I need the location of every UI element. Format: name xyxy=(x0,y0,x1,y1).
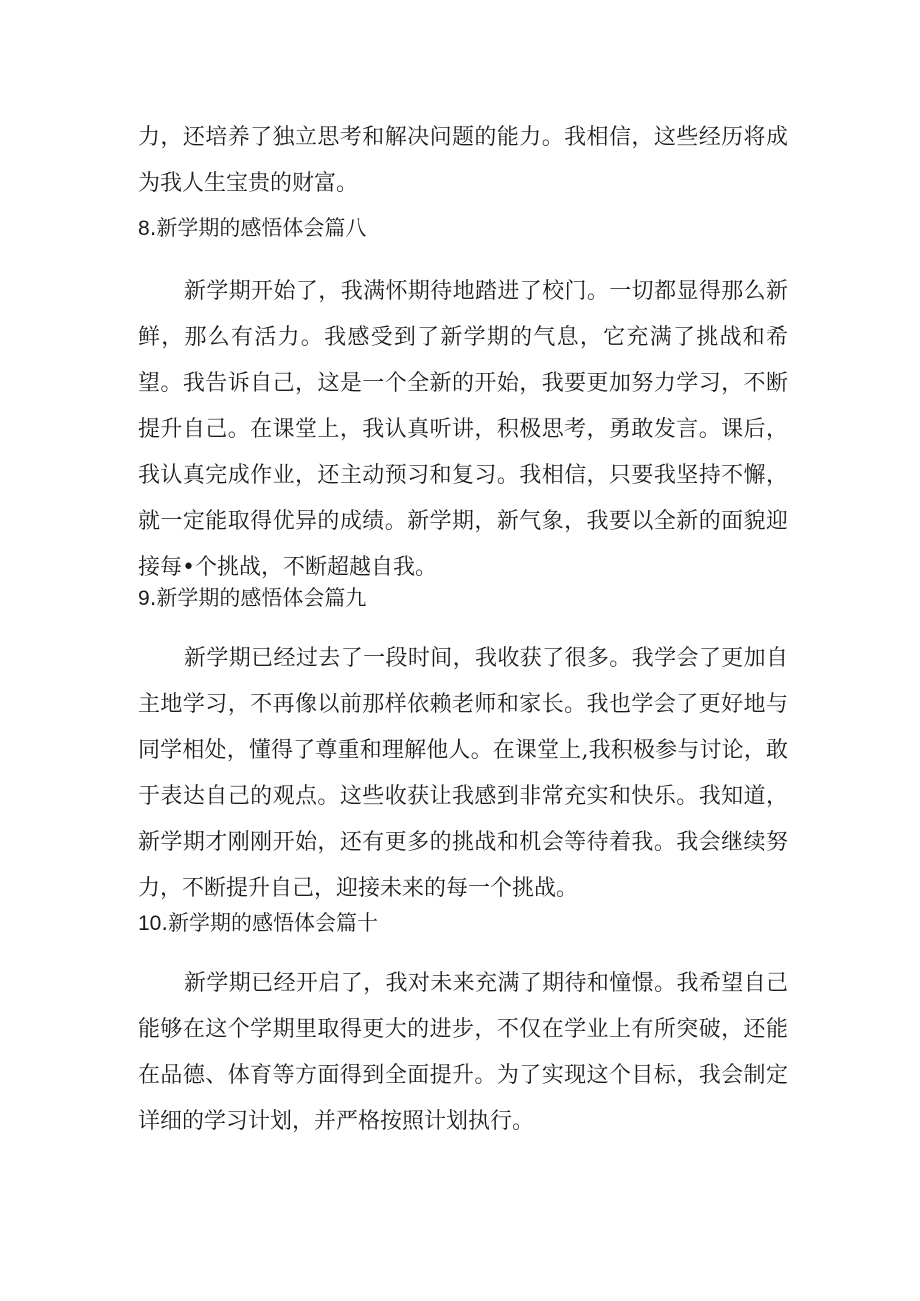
section-heading-8 xyxy=(138,213,788,244)
section-title: .新学期的感悟体会篇八 xyxy=(149,216,367,240)
paragraph-section-8: 新学期开始了，我满怀期待地踏进了校门。一切都显得那么新鲜，那么有活力。我感受到了新学期的气息，它充满了挑战和希望。我告诉自己，这是一个全新的开始，我要更加努力学习，不断提升自己。在课堂上，我认真听讲，积极思考，勇敢发言。课后，我认真完成作业，还主动预习和复习。我相信，只要我坚持不懈，就一定能取得优异的成绩。新学期，新气象，我要以全新的面貌迎接每•个挑战，不断超越自我。 xyxy=(138,279,788,580)
paragraph-section-10: 新学期已经开启了，我对未来充满了期待和憧憬。我希望自己能够在这个学期里取得更大的进步，不仅在学业上有所突破，还能在品德、体育等方面得到全面提升。为了实现这个目标，我会制定详细的学习计划，并严格按照计划执行。 xyxy=(138,971,788,1134)
paragraph-continuation: 力，还培养了独立思考和解决问题的能力。我相信，这些经历将成为我人生宝贵的财富。 xyxy=(138,125,788,196)
section-title: .新学期的感悟体会篇十 xyxy=(161,911,379,935)
paragraph-section-9: 新学期已经过去了一段时间，我收获了很多。我学会了更加自主地学习，不再像以前那样依赖老师和家长。我也学会了更好地与同学相处，懂得了尊重和理解他人。在课堂上,我积极参与讨论，敢于表达自己的观点。这些收获让我感到非常充实和快乐。我知道，新学期才刚刚开始，还有更多的挑战和机会等待着我。我会继续努力，不断提升自己，迎接未来的每一个挑战。 xyxy=(138,646,788,901)
section-number: 8 xyxy=(138,217,150,240)
section-number: 10 xyxy=(138,912,162,935)
section-title: .新学期的感悟体会篇九 xyxy=(149,586,367,610)
section-number: 9 xyxy=(138,587,150,610)
section-heading-9 xyxy=(138,583,788,614)
section-heading-10 xyxy=(138,908,788,939)
